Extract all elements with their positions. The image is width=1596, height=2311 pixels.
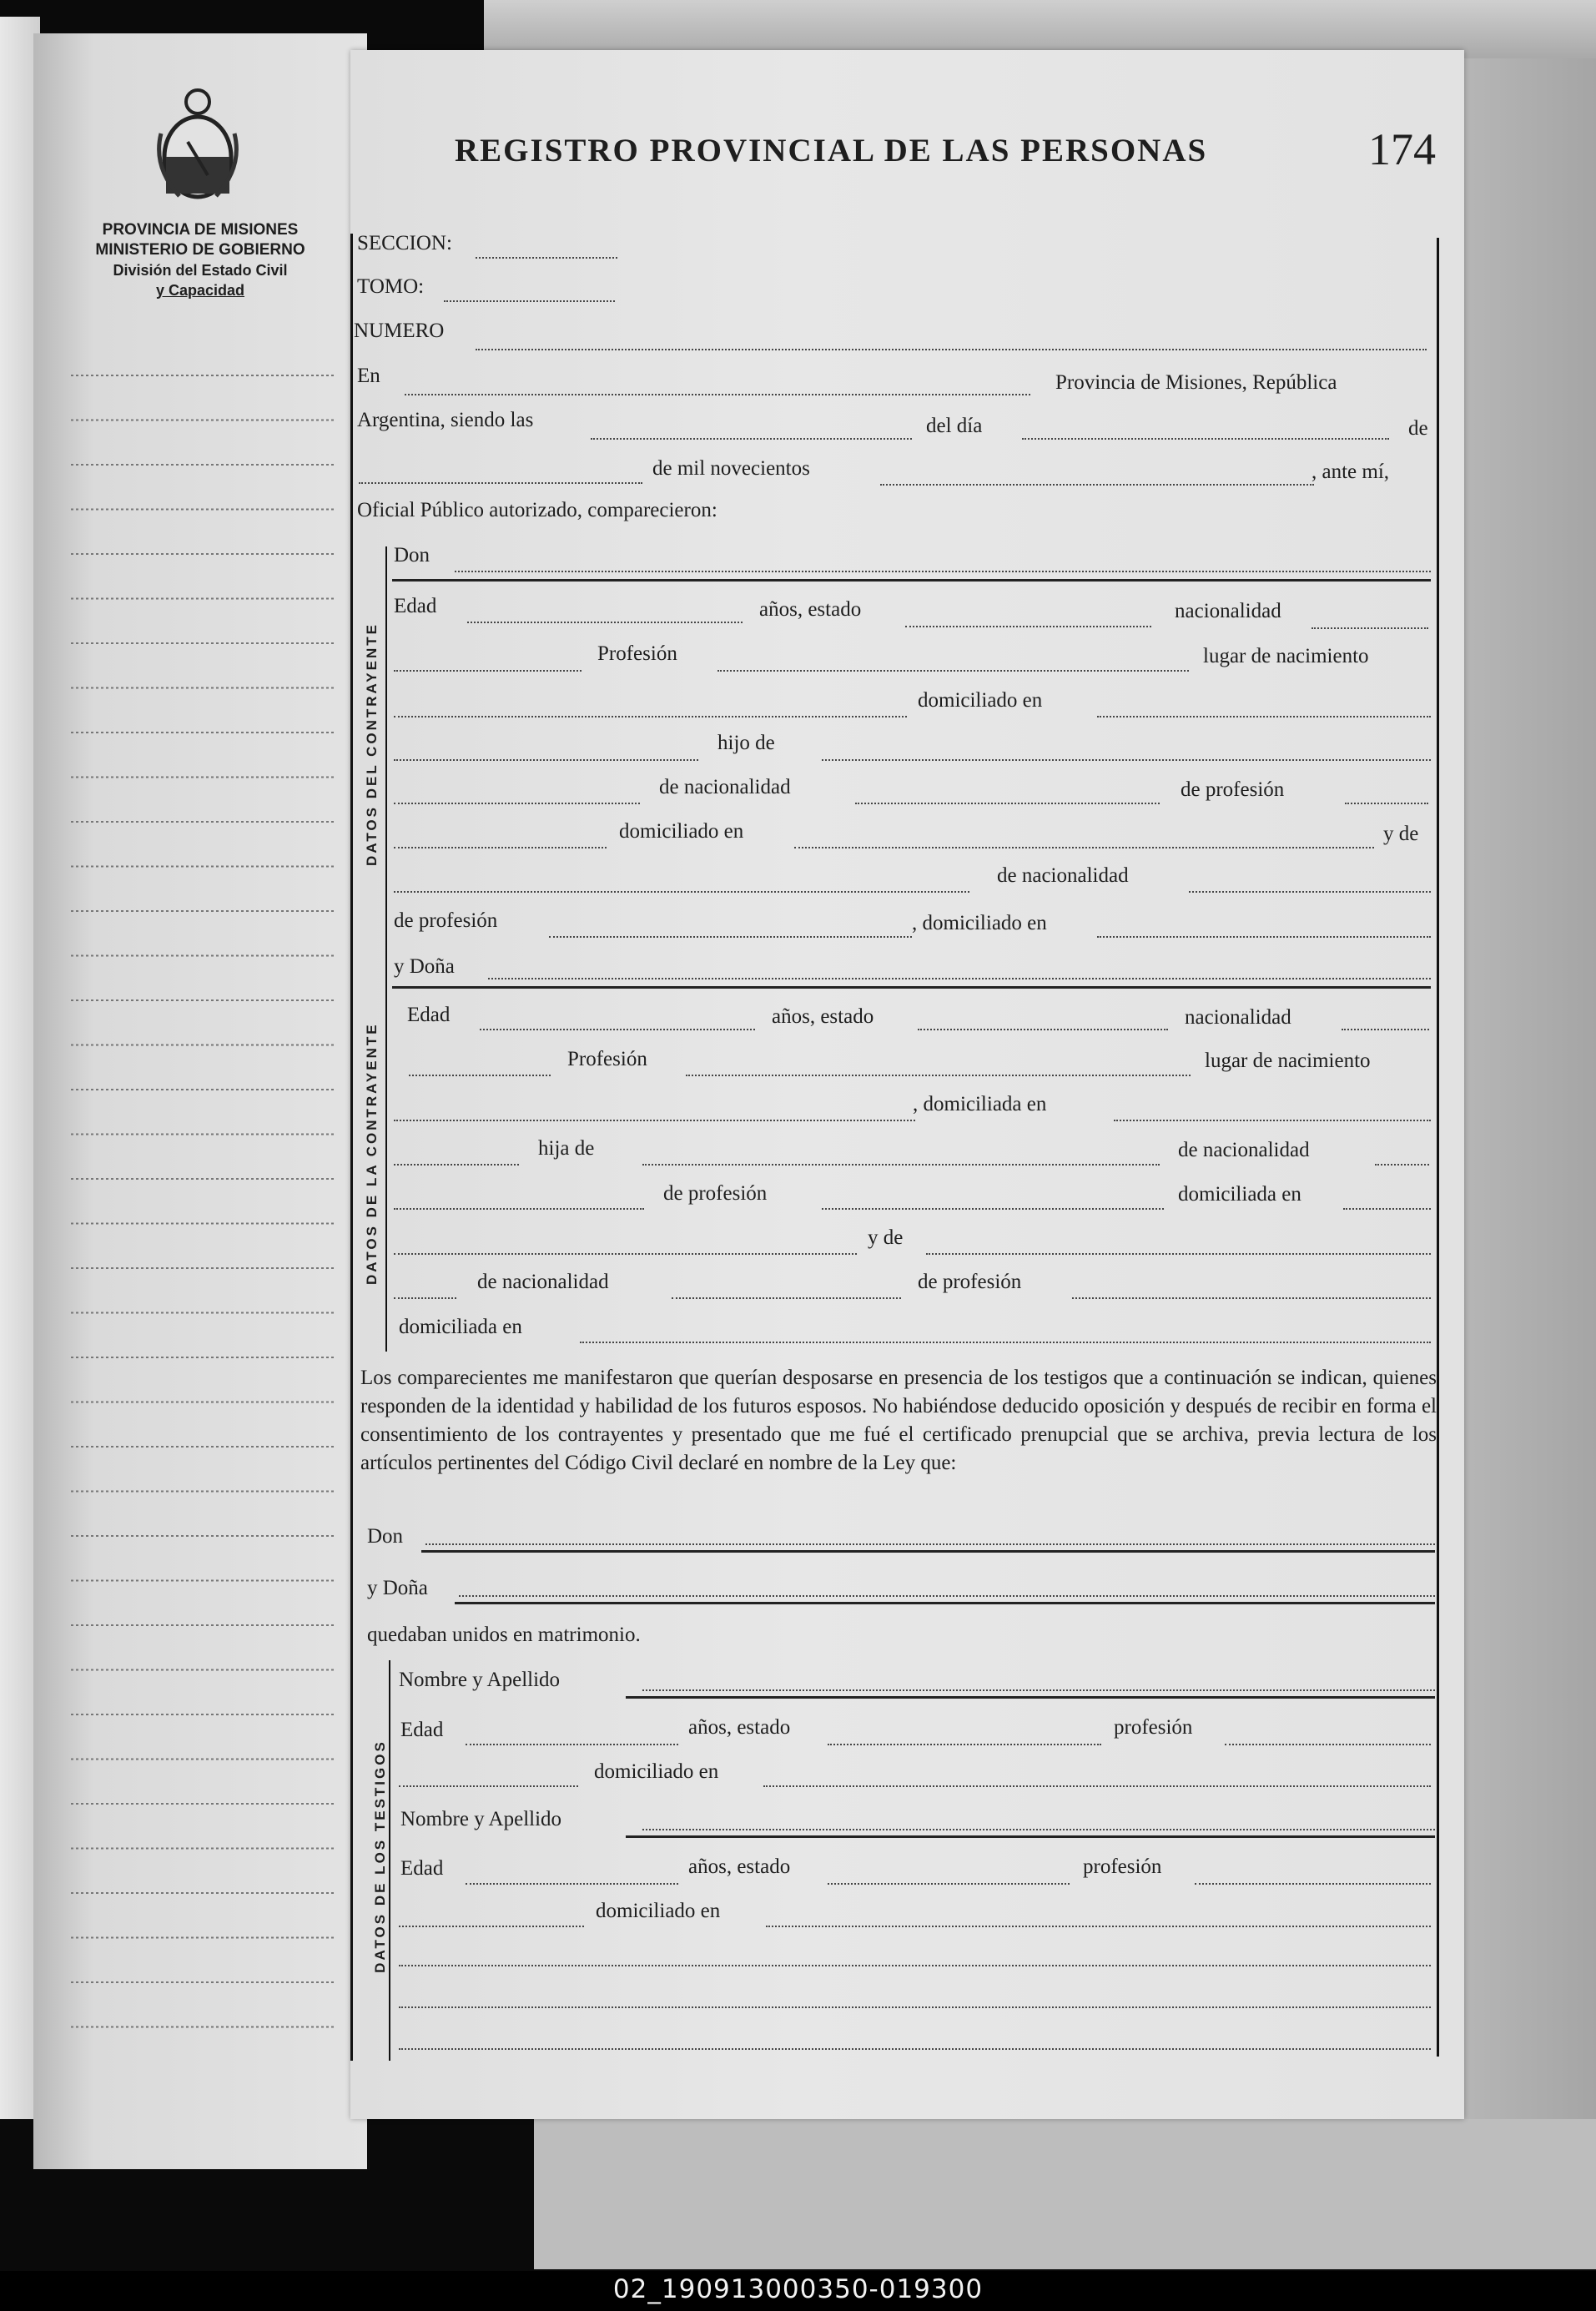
madre-prof-field[interactable] [549, 936, 912, 938]
left-border-line [350, 234, 353, 2061]
madre-contrayenta-pre-field[interactable] [394, 1297, 456, 1299]
nacionalidad-field[interactable] [1312, 627, 1428, 629]
estado-field[interactable] [905, 626, 1151, 627]
testigo1-nombre-label: Nombre y Apellido [399, 1669, 561, 1691]
profesion-field[interactable] [717, 670, 1189, 672]
nacionalidad-label: nacionalidad [1175, 600, 1281, 622]
testigo1-edad-label: Edad [400, 1719, 444, 1741]
padre-prof-label: de profesión [1181, 778, 1285, 801]
ante-label: , ante mí, [1312, 461, 1390, 483]
seccion-field[interactable] [476, 257, 617, 259]
left-page [33, 33, 367, 2169]
hijo-label: hijo de [717, 732, 775, 754]
profesion-contrayenta-label: Profesión [567, 1048, 647, 1070]
testigo1-dom-field[interactable] [763, 1785, 1431, 1787]
nacionalidad-contrayenta-label: nacionalidad [1185, 1006, 1291, 1029]
madre-dom-field[interactable] [1097, 936, 1431, 938]
testigo1-nombre-field[interactable] [642, 1689, 1435, 1691]
testigos-bracket [389, 1660, 390, 2061]
testigo1-edad-field[interactable] [466, 1744, 678, 1745]
don-label: Don [394, 544, 430, 566]
testigo2-edad-field[interactable] [466, 1883, 678, 1885]
don-final-field[interactable] [425, 1543, 1435, 1545]
padre-contrayenta-prof-label: de profesión [663, 1182, 768, 1205]
office-heading [75, 220, 325, 300]
extra-line-2[interactable] [399, 2006, 1431, 2008]
padre-dom-field[interactable] [794, 847, 1374, 848]
right-border-line [1437, 238, 1439, 2057]
argentina-label: Argentina, siendo las [357, 409, 534, 431]
extra-line-1[interactable] [399, 1965, 1431, 1966]
anio-field[interactable] [880, 484, 1314, 486]
lugar-contrayenta-field[interactable] [394, 1120, 915, 1121]
padre-contrayenta-dom-label: domiciliada en [1178, 1183, 1301, 1206]
book-right-edge [1464, 58, 1596, 2127]
testigo2-nombre-field[interactable] [642, 1829, 1435, 1830]
testigo2-estado-field[interactable] [828, 1883, 1070, 1885]
image-caption: 02_190913000350-019300 [612, 2274, 984, 2304]
madre-field[interactable] [394, 891, 969, 893]
office-capacidad: y Capacidad [155, 282, 245, 299]
del-dia-label: del día [926, 415, 983, 437]
padre-prof-field-2[interactable] [394, 847, 607, 848]
don-rule [392, 579, 1431, 582]
madre-contrayenta-field[interactable] [926, 1253, 1431, 1255]
estado-contrayenta-field[interactable] [918, 1029, 1168, 1030]
testigo2-dom-field[interactable] [766, 1926, 1431, 1927]
profesion-label: Profesión [597, 642, 677, 665]
testigo1-nombre-rule [626, 1696, 1435, 1699]
testigo2-anos-label: años, estado [688, 1855, 791, 1878]
hija-label: hija de [538, 1137, 595, 1160]
contrayenta-bracket [385, 959, 387, 1352]
lugar-field[interactable] [394, 716, 907, 717]
side-label-contrayenta: DATOS DE LA CONTRAYENTE [364, 1022, 380, 1285]
en-field[interactable] [405, 394, 1030, 395]
padre-field[interactable] [822, 759, 1431, 761]
profesion-pre-field[interactable] [394, 670, 582, 672]
y-de-label: y de [1383, 823, 1419, 845]
padre-nac-field[interactable] [855, 803, 1160, 804]
dona-final-rule [455, 1602, 1435, 1604]
anos-estado-contrayenta-label: años, estado [772, 1005, 874, 1028]
y-de-contrayenta-label: y de [868, 1226, 904, 1249]
dona-rule [392, 986, 1431, 989]
testigo2-edad-label: Edad [400, 1857, 444, 1880]
padre-nac-label: de nacionalidad [659, 776, 791, 798]
padre-contrayenta-nac-field-2[interactable] [394, 1208, 644, 1210]
left-page-lines [33, 33, 367, 2169]
dona-name-field[interactable] [488, 978, 1431, 979]
don-name-field[interactable] [455, 571, 1431, 572]
mes-field[interactable] [359, 482, 642, 484]
madre-nac-field[interactable] [1189, 891, 1431, 893]
testigo1-estado-field[interactable] [828, 1744, 1101, 1745]
padre-contrayenta-nac-field[interactable] [1375, 1164, 1429, 1166]
padre-contrayenta-nac-label: de nacionalidad [1178, 1139, 1310, 1161]
madre-dom-label: , domiciliado en [912, 912, 1047, 934]
side-label-contrayente: DATOS DEL CONTRAYENTE [364, 622, 380, 866]
edad-contrayenta-label: Edad [407, 1004, 451, 1026]
madre-contrayenta-dom-field[interactable] [580, 1342, 1431, 1343]
testigo2-prof-label: profesión [1083, 1855, 1162, 1878]
side-label-testigos: DATOS DE LOS TESTIGOS [372, 1740, 388, 1973]
office-ministry: MINISTERIO DE GOBIERNO [95, 241, 305, 259]
dia-field[interactable] [1022, 438, 1389, 440]
testigo1-anos-label: años, estado [688, 1716, 791, 1739]
testigo2-dom-pre-field[interactable] [399, 1926, 584, 1927]
madre-contrayenta-nac-label: de nacionalidad [477, 1271, 609, 1293]
oficial-label: Oficial Público autorizado, comparecieron: [357, 499, 717, 521]
hijo-pre-field[interactable] [394, 759, 698, 761]
profesion-contrayenta-field[interactable] [686, 1075, 1191, 1076]
provincia-label: Provincia de Misiones, República [1055, 371, 1337, 394]
seccion-label: SECCION: [357, 232, 452, 254]
madre-contrayenta-nac-field[interactable] [672, 1297, 901, 1299]
madre-prof-label: de profesión [394, 909, 498, 932]
don-final-rule [421, 1550, 1435, 1553]
edad-contrayenta-field[interactable] [480, 1029, 755, 1030]
domiciliada-label: , domiciliada en [913, 1093, 1047, 1115]
madre-contrayenta-prof-label: de profesión [918, 1271, 1022, 1293]
edad-label: Edad [394, 595, 437, 617]
domiciliada-field[interactable] [1114, 1120, 1431, 1121]
domiciliado-label: domiciliado en [918, 689, 1043, 712]
don-final-label: Don [367, 1525, 404, 1548]
madre-contrayenta-prof-field[interactable] [1072, 1297, 1431, 1299]
dona-final-label: y Doña [367, 1577, 428, 1599]
en-label: En [357, 365, 380, 387]
dona-final-field[interactable] [459, 1595, 1435, 1597]
testigo1-prof-label: profesión [1114, 1716, 1193, 1739]
profesion-contrayenta-pre-field[interactable] [409, 1075, 551, 1076]
hora-field[interactable] [591, 438, 912, 440]
testigo1-dom-label: domiciliado en [594, 1760, 719, 1783]
declaration-text: Los comparecientes me manifestaron que querían desposarse en presencia de los testigos que a continuación se indican, quienes responden de la identidad y habilidad de los futuros esposos. No habiéndose deducido oposición y después de recibir en forma el consentimiento de los contrayentes y presentado que me fué el certificado prenupcial que se archiva, previa lectura de los artículos pertinentes del Código Civil declaré en nombre de la Ley que: [360, 1367, 1437, 1474]
nacionalidad-contrayenta-field[interactable] [1342, 1029, 1429, 1030]
domicilio-field[interactable] [1097, 716, 1431, 717]
numero-field[interactable] [476, 349, 1427, 350]
testigo1-dom-pre-field[interactable] [399, 1785, 578, 1787]
page-title: REGISTRO PROVINCIAL DE LAS PERSONAS [455, 133, 1208, 169]
anos-estado-label: años, estado [759, 598, 862, 621]
numero-label: NUMERO [354, 320, 445, 342]
testigo2-nombre-rule [626, 1835, 1435, 1838]
lugar-contrayenta-label: lugar de nacimiento [1205, 1050, 1371, 1072]
page-number: 174 [1368, 124, 1436, 174]
padre-contrayenta-field[interactable] [642, 1164, 1160, 1166]
office-division: División del Estado Civil [113, 262, 288, 279]
contrayente-bracket [385, 546, 387, 964]
unidos-label: quedaban unidos en matrimonio. [367, 1624, 641, 1646]
padre-extra-field[interactable] [394, 803, 640, 804]
dona-label: y Doña [394, 955, 455, 978]
de-label: de [1408, 417, 1428, 440]
testigo1-prof-field[interactable] [1225, 1744, 1431, 1745]
padre-prof-field[interactable] [1345, 803, 1428, 804]
coat-of-arms-icon [154, 83, 242, 204]
madre-contrayenta-dom-label: domiciliada en [399, 1316, 522, 1338]
lugar-label: lugar de nacimiento [1203, 645, 1369, 667]
hija-pre-field[interactable] [394, 1164, 519, 1166]
mil-label: de mil novecientos [652, 457, 810, 480]
office-province: PROVINCIA DE MISIONES [102, 221, 299, 239]
padre-dom-label: domiciliado en [619, 820, 744, 843]
testigo2-dom-label: domiciliado en [596, 1900, 721, 1922]
edad-field[interactable] [467, 622, 743, 623]
tomo-label: TOMO: [357, 275, 425, 298]
tomo-field[interactable] [444, 300, 615, 302]
extra-line-3[interactable] [399, 2048, 1431, 2050]
background-bottom [534, 2119, 1596, 2269]
madre-nac-label: de nacionalidad [997, 864, 1129, 887]
testigo2-prof-field[interactable] [1195, 1883, 1431, 1885]
testigo2-nombre-label: Nombre y Apellido [400, 1808, 562, 1830]
padre-contrayenta-dom-field-2[interactable] [394, 1253, 857, 1255]
padre-contrayenta-prof-field[interactable] [822, 1208, 1164, 1210]
padre-contrayenta-dom-field[interactable] [1343, 1208, 1431, 1210]
